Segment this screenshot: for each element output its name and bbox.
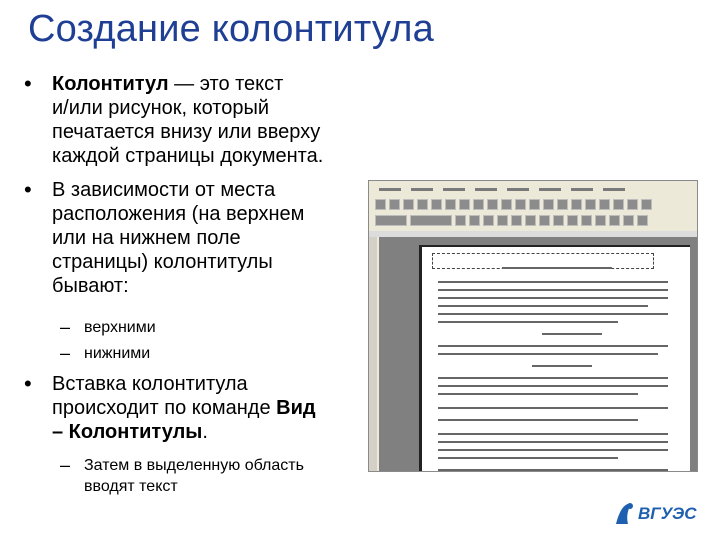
bullet-1-line-4: каждой страницы документа. [52, 145, 324, 167]
page-title: Создание колонтитула [28, 8, 434, 50]
bullet-1-text: — это текст [168, 73, 284, 95]
bullet-marker: • [24, 371, 32, 396]
term-bold: Колонтитул [52, 73, 169, 95]
menu-bar [371, 183, 695, 195]
toolbar-formatting [371, 213, 695, 227]
bullet-3-text: происходит по команде [52, 397, 277, 419]
university-logo [612, 498, 698, 528]
command-headers: – Колонтитулы [52, 421, 203, 443]
toolbar-standard [371, 197, 695, 211]
sub-bullet-marker: – [60, 455, 71, 475]
bullet-2-line-4: страницы) колонтитулы [52, 251, 273, 273]
sub-item-enter-text-1: Затем в выделенную область [84, 457, 304, 474]
document-page [419, 245, 690, 472]
sub-bullet-marker: – [60, 343, 71, 363]
vertical-ruler [369, 237, 377, 471]
document-area [379, 237, 697, 471]
logo-text: ВГУЭС [638, 504, 697, 523]
sub-item-enter-text-2: вводят текст [84, 478, 178, 495]
bullet-3-period: . [202, 421, 208, 443]
bullet-marker: • [24, 177, 32, 202]
bullet-3-line-1: Вставка колонтитула [52, 373, 248, 395]
bullet-marker: • [24, 71, 32, 96]
bullet-2-line-3: или на нижнем поле [52, 227, 241, 249]
bullet-1-line-1 [52, 72, 283, 96]
sub-item-top: верхними [84, 319, 156, 336]
bullet-3-line-3 [52, 420, 208, 444]
bullet-1-line-2: и/или рисунок, который [52, 97, 270, 119]
bullet-2-line-5: бывают: [52, 275, 129, 297]
sub-item-bottom: нижними [84, 345, 151, 362]
bullet-3-line-2 [52, 396, 316, 420]
bullet-2-line-1: В зависимости от места [52, 179, 276, 201]
bullet-1-line-3: печатается внизу или вверху [52, 121, 321, 143]
bullet-2-line-2: расположения (на верхнем [52, 203, 305, 225]
word-screenshot [368, 180, 698, 472]
command-view: Вид [276, 397, 316, 419]
sub-bullet-marker: – [60, 317, 71, 337]
